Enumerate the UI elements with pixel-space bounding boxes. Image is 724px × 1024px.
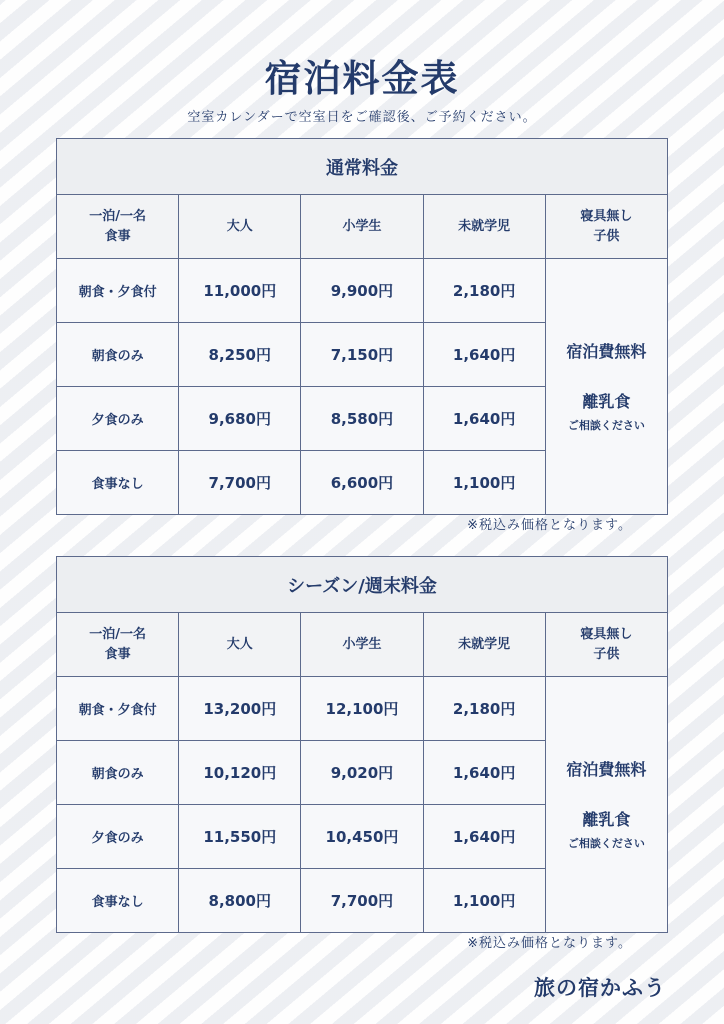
elementary-price: 9,900円 (301, 259, 423, 323)
preschool-price: 1,640円 (423, 387, 545, 451)
meal-plan-label: 朝食・夕食付 (57, 677, 179, 741)
column-header-meal: 一泊/一名 食事 (57, 613, 179, 677)
adult-price: 11,000円 (179, 259, 301, 323)
column-header-adult: 大人 (179, 613, 301, 677)
adult-price: 7,700円 (179, 451, 301, 515)
regular-rate-table (56, 138, 668, 515)
column-header-elementary: 小学生 (301, 613, 423, 677)
meal-plan-label: 朝食・夕食付 (57, 259, 179, 323)
meal-plan-label: 食事なし (57, 869, 179, 933)
preschool-price: 1,640円 (423, 805, 545, 869)
meal-plan-label: 食事なし (57, 451, 179, 515)
no-bedding-child-cell (545, 677, 667, 933)
column-header-preschool: 未就学児 (423, 613, 545, 677)
season-rate-table (56, 556, 668, 933)
table-heading: 通常料金 (57, 139, 668, 195)
baby-food-text: 離乳食 (582, 391, 631, 411)
elementary-price: 7,150円 (301, 323, 423, 387)
tax-note: ※税込み価格となります。 (467, 936, 632, 951)
baby-food-text: 離乳食 (582, 809, 631, 829)
page-title: 宿泊料金表 (264, 57, 460, 100)
adult-price: 8,800円 (179, 869, 301, 933)
meal-plan-label: 夕食のみ (57, 805, 179, 869)
table-heading: シーズン/週末料金 (57, 557, 668, 613)
preschool-price: 2,180円 (423, 259, 545, 323)
preschool-price: 1,100円 (423, 451, 545, 515)
preschool-price: 2,180円 (423, 677, 545, 741)
elementary-price: 6,600円 (301, 451, 423, 515)
column-header-no-bedding-child: 寝具無し 子供 (545, 195, 667, 259)
column-header-elementary: 小学生 (301, 195, 423, 259)
tax-note: ※税込み価格となります。 (467, 518, 632, 533)
table-row (57, 259, 668, 323)
preschool-price: 1,640円 (423, 741, 545, 805)
no-bedding-child-cell (545, 259, 667, 515)
adult-price: 9,680円 (179, 387, 301, 451)
inn-name: 旅の宿かふう (534, 976, 666, 1000)
table-row (57, 677, 668, 741)
meal-plan-label: 朝食のみ (57, 741, 179, 805)
adult-price: 11,550円 (179, 805, 301, 869)
meal-plan-label: 朝食のみ (57, 323, 179, 387)
column-header-meal: 一泊/一名 食事 (57, 195, 179, 259)
consult-text: ご相談ください (567, 836, 645, 850)
column-header-preschool: 未就学児 (423, 195, 545, 259)
column-header-adult: 大人 (179, 195, 301, 259)
adult-price: 10,120円 (179, 741, 301, 805)
free-stay-text: 宿泊費無料 (566, 759, 647, 779)
meal-plan-label: 夕食のみ (57, 387, 179, 451)
preschool-price: 1,100円 (423, 869, 545, 933)
elementary-price: 10,450円 (301, 805, 423, 869)
page-subtitle: 空室カレンダーで空室日をご確認後、ご予約ください。 (187, 110, 537, 125)
elementary-price: 8,580円 (301, 387, 423, 451)
elementary-price: 9,020円 (301, 741, 423, 805)
consult-text: ご相談ください (567, 418, 645, 432)
preschool-price: 1,640円 (423, 323, 545, 387)
adult-price: 8,250円 (179, 323, 301, 387)
adult-price: 13,200円 (179, 677, 301, 741)
free-stay-text: 宿泊費無料 (566, 341, 647, 361)
elementary-price: 12,100円 (301, 677, 423, 741)
column-header-no-bedding-child: 寝具無し 子供 (545, 613, 667, 677)
elementary-price: 7,700円 (301, 869, 423, 933)
